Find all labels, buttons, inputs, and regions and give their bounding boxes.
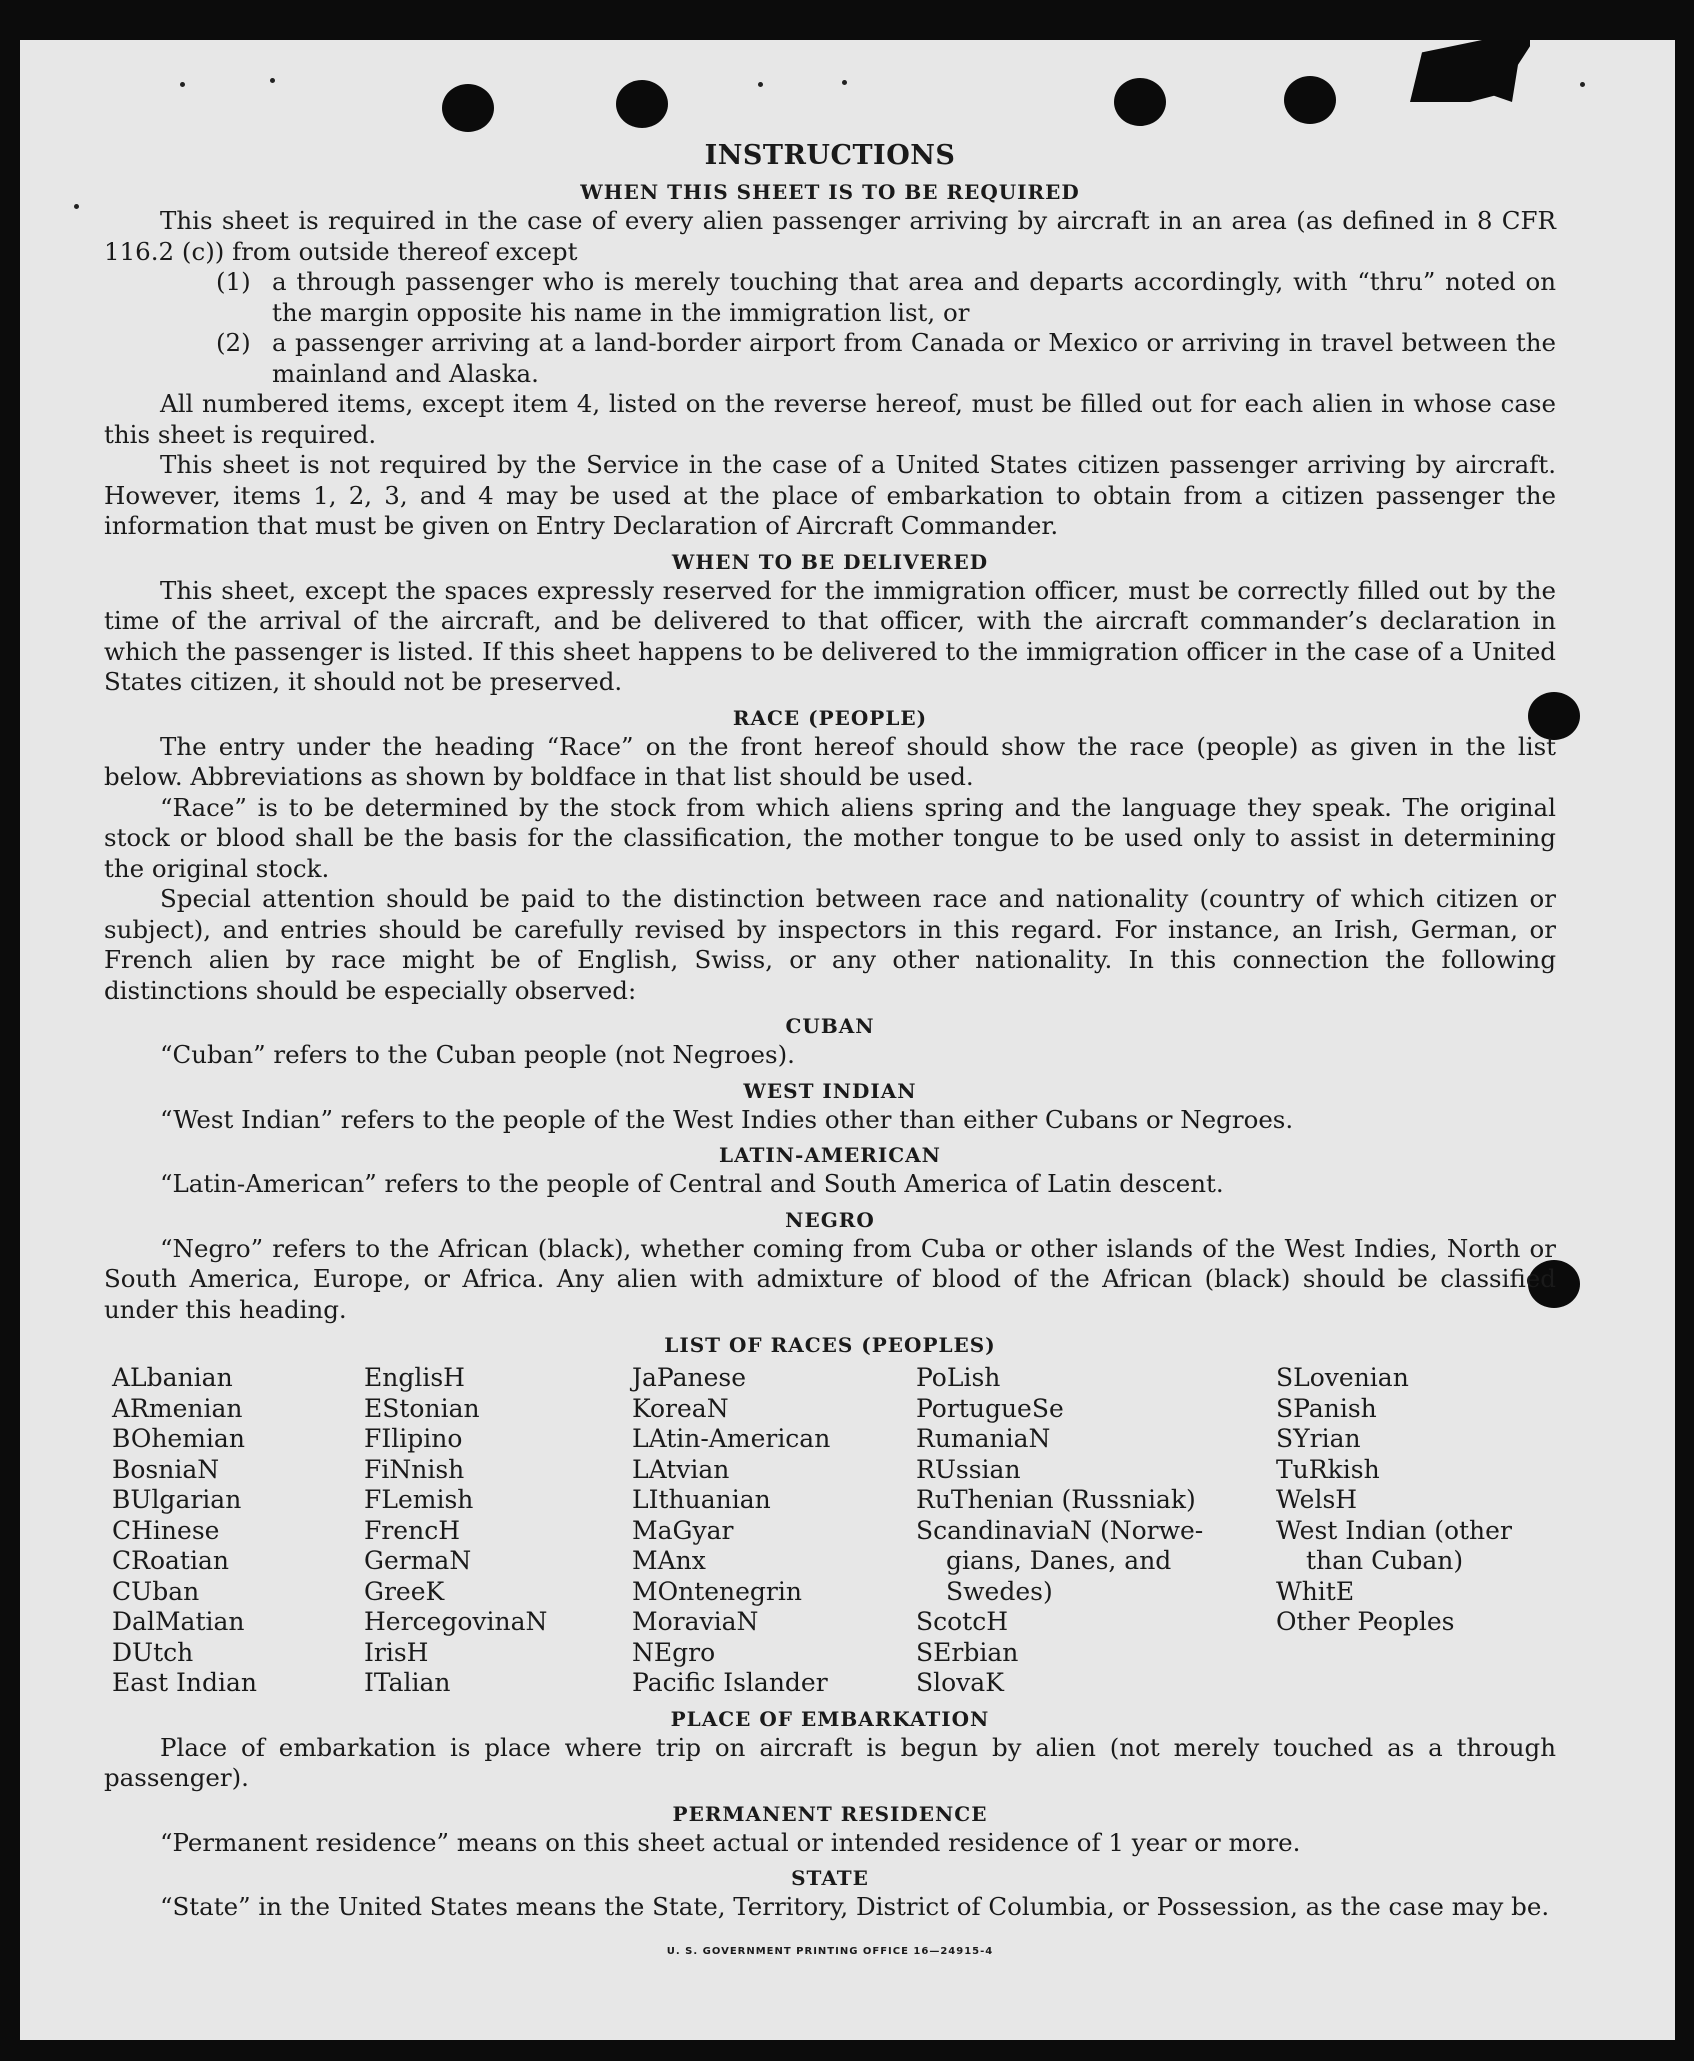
paragraph: This sheet, except the spaces expressly reserved for the immigration officer, must be correctly filled out by the time of the arrival of the aircraft, and be delivered to that officer, with the aircraft commander’s declaration in which the passenger is listed. If this sheet happens to be delivered to the immigration officer in the case of a United States citizen, it should not be preserved. — [104, 575, 1556, 696]
race-list — [104, 1363, 1556, 1699]
section-heading: STATE — [791, 1866, 869, 1890]
race-item: SPanish — [1276, 1393, 1377, 1423]
race-item: DUtch — [112, 1637, 194, 1667]
torn-corner — [1410, 40, 1530, 102]
race-item: MoraviaN — [632, 1607, 759, 1636]
race-item: FiNnish — [364, 1454, 465, 1484]
section-heading: WHEN TO BE DELIVERED — [671, 549, 989, 574]
section-heading: PERMANENT RESIDENCE — [672, 1801, 988, 1826]
section-heading: CUBAN — [785, 1014, 875, 1038]
exception-number: (2) — [216, 328, 251, 357]
race-item: EnglisH — [364, 1363, 465, 1392]
paragraph: “State” in the United States means the State, Territory, District of Columbia, or Possession, as the case may be. — [160, 1892, 1550, 1921]
speck — [842, 80, 847, 85]
exception-text: a through passenger who is merely touching that area and departs accordingly, with “thru” noted on the margin opposite his name in the immigration list, or — [272, 267, 1556, 327]
race-item: SYrian — [1276, 1424, 1361, 1453]
paragraph: Special attention should be paid to the distinction between race and nationality (country of which citizen or subject), and entries should be carefully revised by inspectors in this regard. For instance, an Irish, German, or French alien by race might be of English, Swiss, or any other nationality. In this connection the following distinctions should be especially observed: — [104, 884, 1556, 1005]
page-title: INSTRUCTIONS — [704, 140, 956, 171]
race-item: WelsH — [1276, 1485, 1358, 1514]
race-item: ALbanian — [112, 1363, 233, 1392]
race-item: than Cuban) — [1306, 1546, 1464, 1575]
paragraph: Place of embarkation is place where trip on aircraft is begun by alien (not merely touched as a through passenger). — [104, 1732, 1556, 1792]
race-item: KoreaN — [632, 1393, 729, 1423]
race-item: ScandinaviaN (Norwe- — [916, 1515, 1204, 1545]
race-item: MOntenegrin — [632, 1576, 802, 1606]
race-item: PoLish — [916, 1363, 1001, 1392]
race-item: BUlgarian — [112, 1485, 242, 1514]
race-column — [1276, 1363, 1556, 1699]
section-heading: LATIN-AMERICAN — [719, 1143, 941, 1167]
race-item: RuThenian (Russniak) — [916, 1485, 1196, 1514]
race-column — [104, 1363, 364, 1699]
race-item: CHinese — [112, 1515, 220, 1545]
race-item: SlovaK — [916, 1668, 1004, 1697]
paragraph: This sheet is required in the case of every alien passenger arriving by aircraft in an area (as defined in 8 CFR 116.2 (c)) from outside thereof except — [104, 206, 1556, 266]
speck — [180, 82, 185, 87]
race-item: PortugueSe — [916, 1393, 1064, 1423]
race-item: GreeK — [364, 1576, 445, 1606]
race-item: CRoatian — [112, 1546, 229, 1575]
race-item: BosniaN — [112, 1454, 220, 1484]
race-item: IrisH — [364, 1637, 429, 1667]
paragraph: “Latin-American” refers to the people of Central and South America of Latin descent. — [160, 1169, 1224, 1198]
race-item: GermaN — [364, 1546, 472, 1575]
paragraph: The entry under the heading “Race” on the front hereof should show the race (people) as given in the list below. Abbreviations as shown by boldface in that list should be used. — [104, 731, 1556, 791]
race-item: RumaniaN — [916, 1424, 1051, 1453]
speck — [270, 78, 275, 83]
paragraph: “Negro” refers to the African (black), whether coming from Cuba or other islands of the West Indies, North or South America, Europe, or Africa. Any alien with admixture of blood of the African (black) should be classified under this heading. — [104, 1233, 1556, 1324]
race-item: gians, Danes, and — [946, 1546, 1172, 1575]
section-heading: PLACE OF EMBARKATION — [670, 1706, 990, 1731]
race-item: TuRkish — [1276, 1454, 1380, 1484]
paragraph: This sheet is not required by the Service in the case of a United States citizen passenger arriving by aircraft. However, items 1, 2, 3, and 4 may be used at the place of embarkation to obtain from a citizen passenger the information that must be given on Entry Declaration of Aircraft Commander. — [104, 450, 1556, 540]
speck — [758, 82, 763, 87]
race-item: Other Peoples — [1276, 1607, 1455, 1636]
race-item: Pacific Islander — [632, 1668, 828, 1697]
race-item: DalMatian — [112, 1607, 245, 1636]
speck — [1580, 82, 1585, 87]
race-item: BOhemian — [112, 1424, 245, 1453]
race-item: ITalian — [364, 1668, 451, 1697]
race-item: East Indian — [112, 1668, 257, 1697]
race-item: West Indian (other — [1276, 1515, 1512, 1545]
race-item: MaGyar — [632, 1515, 734, 1545]
exception-text: a passenger arriving at a land-border airport from Canada or Mexico or arriving in travel between the mainland and Alaska. — [272, 328, 1556, 388]
race-item: WhitE — [1276, 1576, 1355, 1606]
race-item: EStonian — [364, 1393, 480, 1423]
race-item: RUssian — [916, 1454, 1021, 1484]
paragraph: “Permanent residence” means on this sheet actual or intended residence of 1 year or more. — [160, 1827, 1301, 1857]
paragraph: “West Indian” refers to the people of the West Indies other than either Cubans or Negroes. — [160, 1104, 1294, 1134]
race-item: NEgro — [632, 1637, 716, 1667]
paragraph: All numbered items, except item 4, listed on the reverse hereof, must be filled out for each alien in whose case this sheet is required. — [104, 389, 1556, 449]
race-item: ScotcH — [916, 1607, 1009, 1636]
exception-item — [104, 328, 1556, 389]
race-column — [916, 1363, 1276, 1699]
section-heading: WHEN THIS SHEET IS TO BE REQUIRED — [580, 180, 1080, 204]
exception-number: (1) — [216, 267, 251, 296]
section-heading: WEST INDIAN — [743, 1078, 917, 1103]
race-item: FLemish — [364, 1485, 474, 1514]
paragraph: “Cuban” refers to the Cuban people (not Negroes). — [160, 1040, 795, 1069]
race-item: SLovenian — [1276, 1363, 1409, 1392]
race-item: CUban — [112, 1576, 200, 1606]
printer-imprint: U. S. GOVERNMENT PRINTING OFFICE 16—24915-4 — [666, 1945, 994, 1957]
exception-item — [104, 267, 1556, 328]
race-item: Swedes) — [946, 1576, 1053, 1606]
document-body — [104, 98, 1556, 1967]
race-item: HercegovinaN — [364, 1607, 548, 1636]
section-heading: RACE (PEOPLE) — [732, 705, 928, 730]
race-item: LIthuanian — [632, 1485, 771, 1514]
race-item: FrencH — [364, 1515, 460, 1545]
race-item: LAtvian — [632, 1454, 730, 1484]
race-item: MAnx — [632, 1546, 706, 1575]
race-item: LAtin-American — [632, 1424, 831, 1453]
race-item: JaPanese — [632, 1363, 747, 1392]
speck — [74, 204, 79, 209]
race-item: SErbian — [916, 1637, 1019, 1667]
paragraph: “Race” is to be determined by the stock from which aliens spring and the language they speak. The original stock or blood shall be the basis for the classification, the mother tongue to be used only to assist in determining the original stock. — [104, 792, 1556, 883]
section-heading: NEGRO — [785, 1207, 875, 1232]
race-column — [632, 1363, 916, 1699]
section-heading: LIST OF RACES (PEOPLES) — [664, 1333, 996, 1357]
race-item: ARmenian — [112, 1393, 243, 1423]
race-column — [364, 1363, 632, 1699]
race-item: FIlipino — [364, 1424, 463, 1453]
